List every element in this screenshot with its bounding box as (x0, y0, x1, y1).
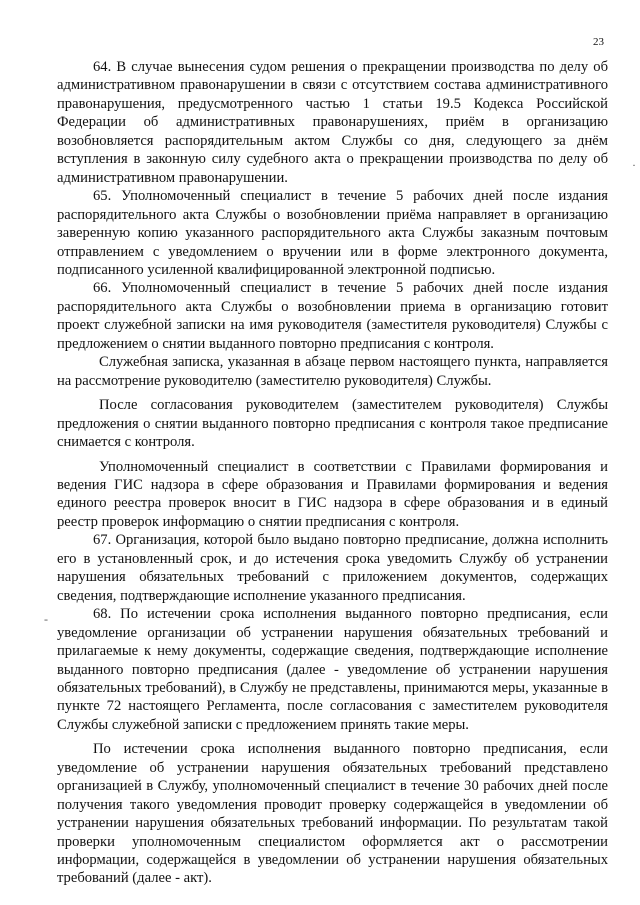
paragraph-66: 66. Уполномоченный специалист в течение 5 рабочих дней после издания распорядительного акта Службы о возобновлении приема в организацию готовит проект служебной записки на имя руководителя (заместителя руководителя) Службы с предложением о снятии выданного повторно предписания с контроля. (57, 280, 608, 352)
paragraph-67: 67. Организация, которой было выдано повторно предписание, должна исполнить его в установленный срок, и до истечения срока уведомить Службу об устранении нарушения обязательных требований с приложением документов, содержащих сведения, подтверждающие исполнение указанного предписания. (57, 532, 608, 604)
scan-mark: · (632, 158, 636, 172)
paragraph-66-approval: После согласования руководителем (заместителем руководителя) Службы предложения о снятии выданного повторно предписания с контроля такое предписание снимается с контроля. (57, 397, 608, 451)
paragraph-65: 65. Уполномоченный специалист в течение 5 рабочих дней после издания распорядительного акта Службы о возобновлении приёма направляет в организацию заверенную копию указанного распорядительного акта Службы заказным почтовым отправлением с уведомлением о вручении или в форме электронного документа, подписанного усиленной квалифицированной электронной подписью. (57, 188, 608, 278)
page-number: 23 (593, 36, 604, 48)
paragraph-66-memo: Служебная записка, указанная в абзаце первом настоящего пункта, направляется на рассмотрение руководителю (заместителю руководителя) Службы. (57, 354, 608, 389)
paragraph-68: 68. По истечении срока исполнения выданного повторно предписания, если уведомление организации об устранении нарушения обязательных требований и прилагаемые к нему документы, содержащие сведения, подтверждающие исполнение выданного повторно предписания (далее - уведомление об устранении нарушения обязательных требований), в Службу не представлены, принимаются меры, указанные в пункте 72 настоящего Регламента, после согласования с заместителем руководителя Службы служебной записки с предложением принять такие меры. (57, 606, 608, 733)
scan-mark: - (44, 612, 48, 626)
paragraph-68-check: По истечении срока исполнения выданного повторно предписания, если уведомление об устранении нарушения обязательных требований представлено организацией в Службу, уполномоченный специалист в течение 30 рабочих дней после получения такого уведомления проводит проверку содержащейся в уведомлении об устранении нарушения обязательных требований информации. По результатам такой проверки уполномоченным специалистом оформляется акт о рассмотрении информации, содержащейся в уведомлении об устранении нарушения обязательных требований (далее - акт). (57, 741, 608, 887)
paragraph-64: 64. В случае вынесения судом решения о прекращении производства по делу об административном правонарушении в связи с отсутствием состава административного правонарушения, предусмотренного частью 1 статьи 19.5 Кодекса Российской Федерации об административных правонарушениях, приём в организацию возобновляется распорядительным актом Службы со дня, следующего за днём вступления в законную силу судебного акта о прекращении производства по делу об административном правонарушении. (57, 59, 608, 186)
document-body (57, 58, 608, 888)
paragraph-66-registry: Уполномоченный специалист в соответствии с Правилами формирования и ведения ГИС надзора в сфере образования и Правилами формирования и ведения единого реестра проверок вносит в ГИС надзора в сфере образования и в единый реестр проверок информацию о снятии предписания с контроля. (57, 458, 608, 530)
